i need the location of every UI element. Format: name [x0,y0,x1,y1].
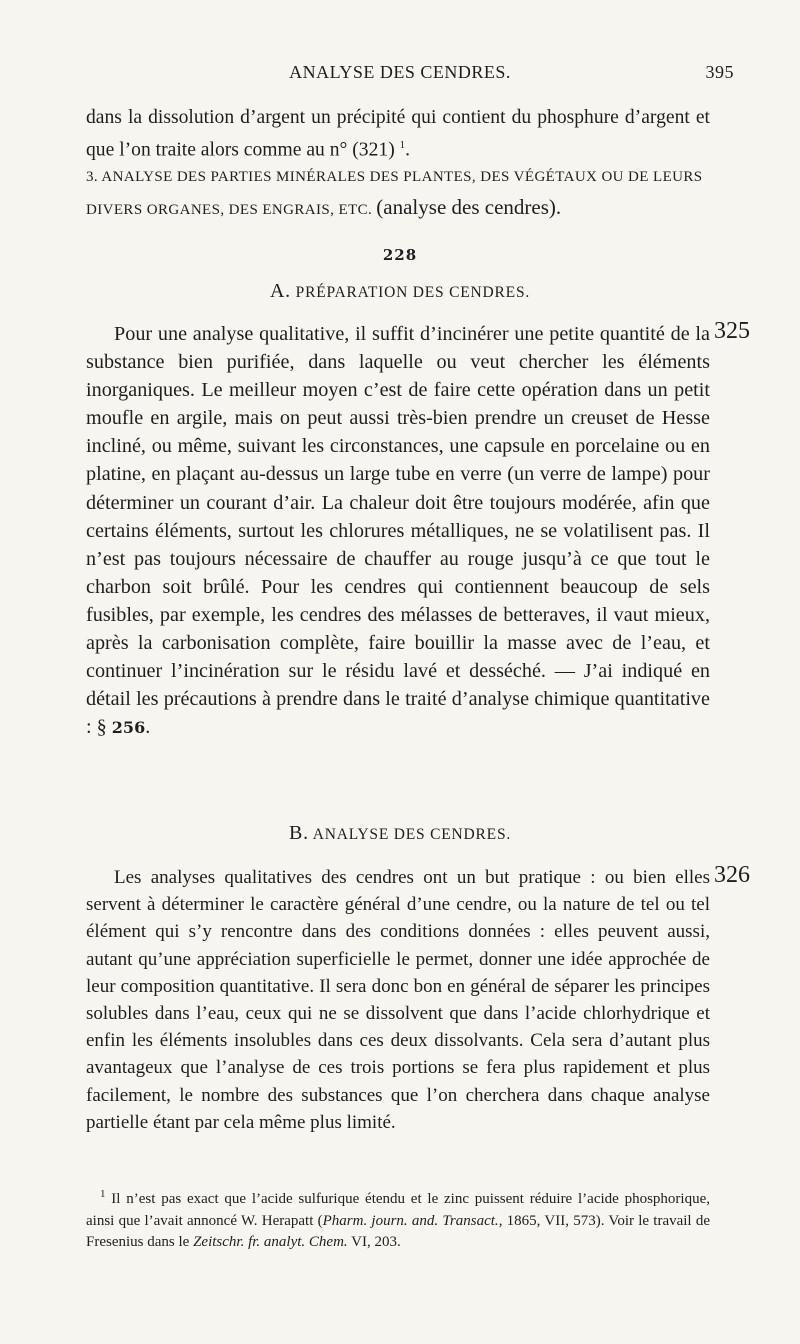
section-number: 228 [382,246,418,264]
paragraph-a-end: . [145,716,151,739]
subsection-a-letter: A. [269,280,291,302]
footnote-text-middle: , 1865, VII, 573). Voir le travail de Fresenius dans le [86,1212,710,1250]
running-header [70,62,734,88]
section-label: 3. ANALYSE DES PARTIES MINÉRALES DES PLANTES, DES VÉGÉTAUX OU DE LEURS DIVERS ORGANES, DES ENGRAIS, ETC. [86,169,703,218]
footnote-mark: 1 [399,138,406,151]
footnote-number: 1 [100,1188,106,1200]
paragraph-a-text: Pour une analyse qualitative, il suffit d’incinérer une petite quantité de la substance bien purifiée, dans laquelle ou veut chercher les éléments inorganiques. Le meilleur moyen c’est de faire cette opération dans un petit moufle en argile, mais on peut aussi très-bien prendre un creuset de Hesse incliné, ou même, suivant les circonstances, une capsule en porcelaine ou en platine, en plaçant au-dessus un large tube en verre (un verre de lampe) pour déterminer un courant d’air. La chaleur doit être toujours modérée, afin que certains éléments, surtout les chlorures métalliques, ne se volatilisent pas. Il n’est pas toujours nécessaire de chauffer au rouge jusqu’à ce que tout le charbon soit brûlé. Pour les cendres qui contiennent beaucoup de sels fusibles, par exemple, les cendres des mélasses de betteraves, il vaut mieux, après la carbonisation complète, faire bouillir la masse avec de l’eau, et continuer l’incinération sur le résidu lavé et desséché. — J’ai indiqué en détail les précautions à prendre dans le traité d’analyse chimique quantitative : § [86,323,710,739]
paragraph-a [86,320,710,742]
paragraph-b: Les analyses qualitatives des cendres ont un but pratique : ou bien elles servent à déterminer le caractère général d’une cendre, ou la nature de tel ou tel élément qui s’y rencontre dans des conditions données : elles peuvent aussi, autant qu’une appréciation superficielle le permet, donner une idée approchée de leur composition quantitative. Il sera donc bon en général de séparer les principes solubles dans l’eau, ceux qui ne se dissolvent que dans l’acide chlorhydrique et enfin les éléments insolubles dans ces deux dissolvants. Cela sera d’autant plus avantageux que l’analyse de ces trois portions se fera plus rapidement et plus facilement, le nombre des substances que l’on cherchera dans chaque analyse partielle étant par cela même plus limité. [86,867,710,1133]
footnote-text-before: Il n’est pas exact que l’acide sulfurique étendu et le zinc puissent réduire l’acide phosphorique, ainsi que l’avait annoncé W. Herapatt ( [86,1191,710,1229]
intro-text: dans la dissolution d’argent un précipité qui contient du phosphure d’argent et que l’on traite alors comme au n° (321) [86,107,710,161]
page-number: 395 [705,62,734,82]
margin-number-325: 325 [714,318,750,344]
intro-paragraph [86,104,710,164]
footnote-text-after: VI, 203. [347,1234,401,1250]
intro-end: . [405,139,411,161]
footnote-journal-2: Zeitschr. fr. analyt. Chem. [193,1234,348,1250]
footnote-journal-1: Pharm. journ. and. Transact. [322,1212,499,1229]
section-reference: 256 [111,718,146,738]
subsection-b-title: ANALYSE DES CENDRES. [312,826,512,843]
subsection-a-title: PRÉPARATION DES CENDRES. [295,284,531,301]
subsection-b-letter: B. [288,822,309,844]
margin-number-326: 326 [714,862,750,888]
section-heading [86,162,716,225]
subsection-b-heading [0,822,800,845]
running-title: ANALYSE DES CENDRES. [289,62,511,82]
footnote [86,1184,710,1254]
section-subtitle: (analyse des cendres). [376,195,562,219]
subsection-a-heading [0,280,800,303]
